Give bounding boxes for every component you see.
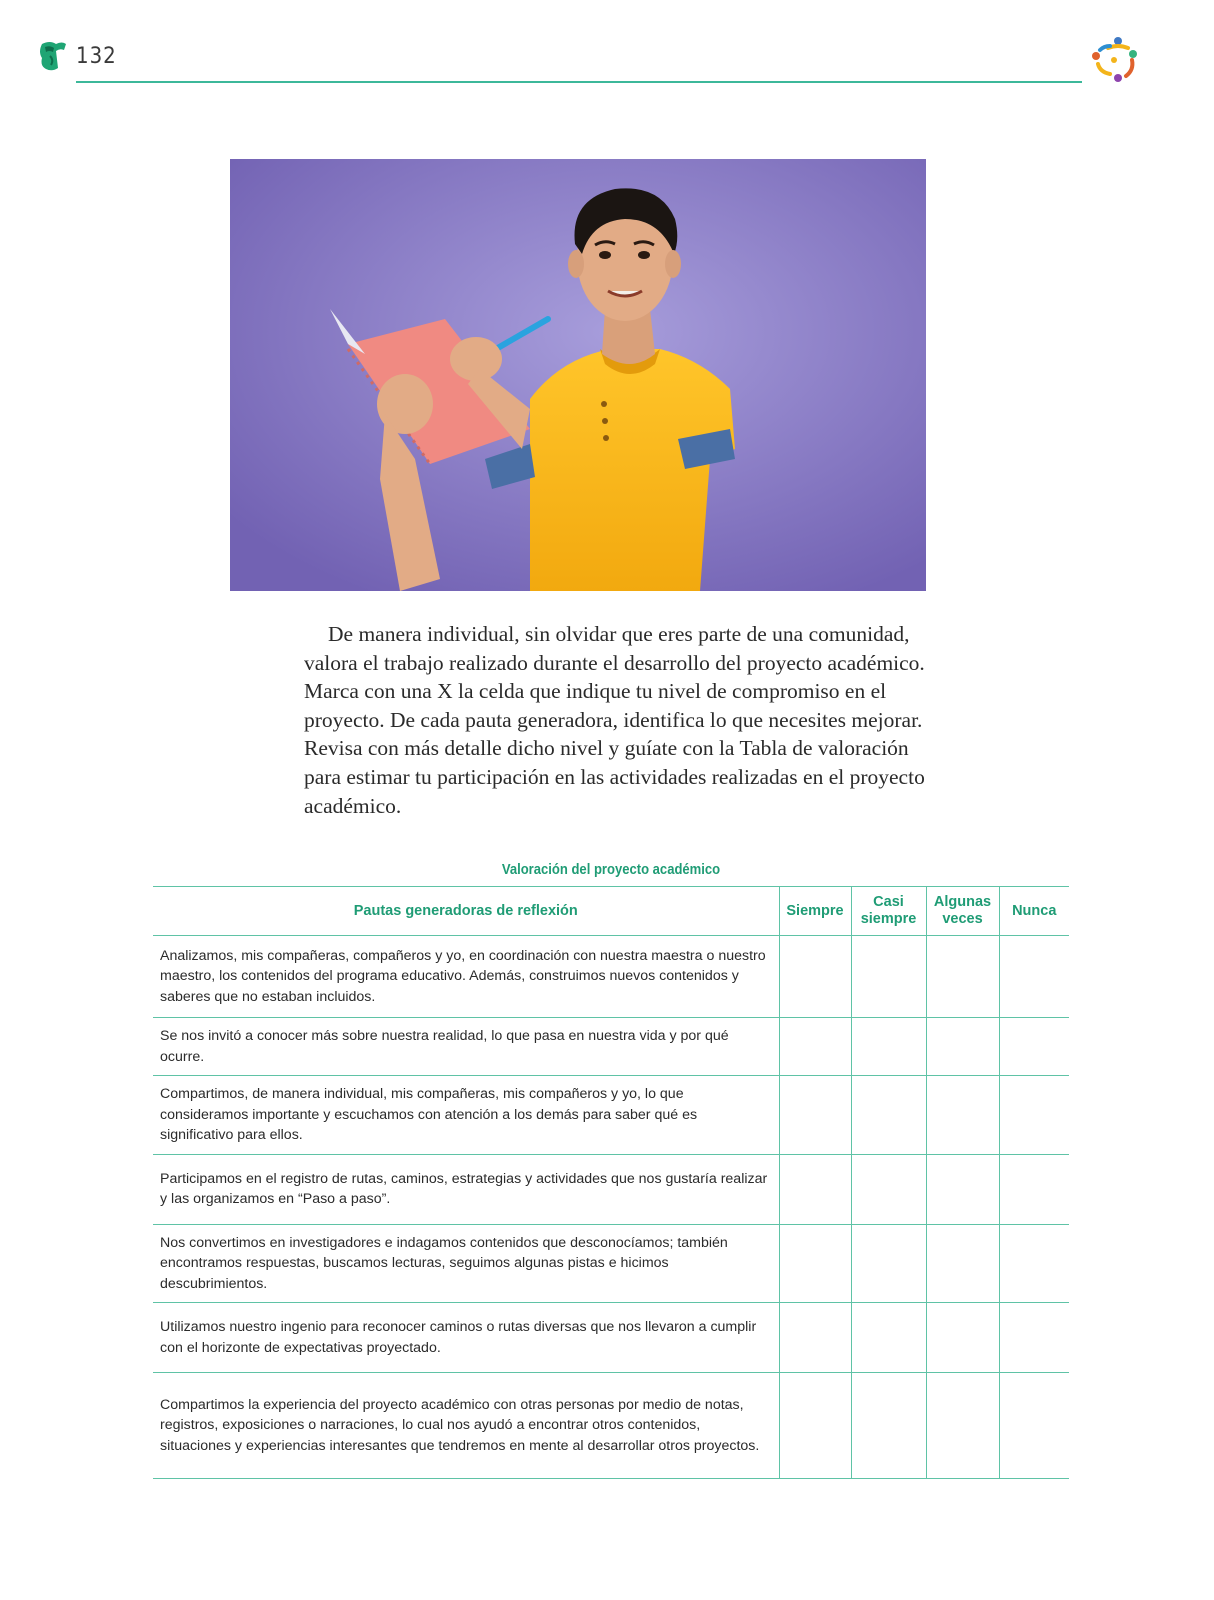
column-header-siempre: Siempre — [779, 887, 851, 936]
pauta-text: Participamos en el registro de rutas, caminos, estrategias y actividades que nos gustaría realizar y las organizamos en “Paso a paso”. — [153, 1154, 779, 1224]
student-photo — [230, 159, 926, 591]
pauta-text: Nos convertimos en investigadores e indagamos contenidos que desconocíamos; también encontramos respuestas, buscamos lecturas, seguimos algunas pistas e hicimos descubrimientos. — [153, 1224, 779, 1303]
mark-cell-algunas-veces[interactable] — [926, 1154, 999, 1224]
mark-cell-nunca[interactable] — [999, 1303, 1069, 1373]
table-row — [153, 1018, 1069, 1076]
mark-cell-algunas-veces[interactable] — [926, 1076, 999, 1155]
mark-cell-casi-siempre[interactable] — [851, 1303, 926, 1373]
mark-cell-casi-siempre[interactable] — [851, 1154, 926, 1224]
mark-cell-casi-siempre[interactable] — [851, 1224, 926, 1303]
page-number: 132 — [76, 44, 117, 69]
people-circle-logo-icon — [1088, 34, 1140, 84]
mark-cell-nunca[interactable] — [999, 1154, 1069, 1224]
mark-cell-nunca[interactable] — [999, 936, 1069, 1018]
mark-cell-siempre[interactable] — [779, 1373, 851, 1479]
column-header-algunas-veces — [926, 887, 999, 936]
algunas-veces-line-2: veces — [942, 911, 983, 927]
mark-cell-siempre[interactable] — [779, 936, 851, 1018]
header-rule — [76, 81, 1082, 83]
mark-cell-nunca[interactable] — [999, 1076, 1069, 1155]
pauta-text: Utilizamos nuestro ingenio para reconocer caminos o rutas diversas que nos llevaron a cumplir con el horizonte de expectativas proyectado. — [153, 1303, 779, 1373]
mark-cell-siempre[interactable] — [779, 1018, 851, 1076]
evaluation-table — [153, 886, 1069, 1479]
column-header-nunca: Nunca — [999, 887, 1069, 936]
table-row — [153, 1303, 1069, 1373]
mark-cell-casi-siempre[interactable] — [851, 936, 926, 1018]
mark-cell-algunas-veces[interactable] — [926, 1018, 999, 1076]
casi-siempre-line-2: siempre — [860, 911, 917, 927]
table-row — [153, 1224, 1069, 1303]
pauta-text: Compartimos la experiencia del proyecto académico con otras personas por medio de notas, registros, exposiciones o narraciones, lo cual nos ayudó a encontrar otros contenidos, situaciones y experiencias interesantes que tendremos en mente al desarrollar otros proyectos. — [153, 1373, 779, 1479]
mark-cell-algunas-veces[interactable] — [926, 936, 999, 1018]
mark-cell-casi-siempre[interactable] — [851, 1076, 926, 1155]
mark-cell-siempre[interactable] — [779, 1303, 851, 1373]
mark-cell-siempre[interactable] — [779, 1076, 851, 1155]
column-header-casi-siempre — [851, 887, 926, 936]
casi-siempre-line-1: Casi — [873, 894, 904, 910]
algunas-veces-line-1: Algunas — [933, 894, 992, 910]
mark-cell-casi-siempre[interactable] — [851, 1018, 926, 1076]
mark-cell-siempre[interactable] — [779, 1224, 851, 1303]
table-row — [153, 1373, 1069, 1479]
pauta-text: Compartimos, de manera individual, mis compañeras, mis compañeros y yo, lo que consideramos importante y escuchamos con atención a los demás para saber qué es significativo para ellos. — [153, 1076, 779, 1155]
mark-cell-nunca[interactable] — [999, 1373, 1069, 1479]
instructions-paragraph: De manera individual, sin olvidar que eres parte de una comunidad, valora el trabajo realizado durante el desarrollo del proyecto académico. Marca con una X la celda que indique tu nivel de compromiso en el proyecto. De cada pauta generadora, identifica lo que necesites mejorar. Revisa con más detalle dicho nivel y guíate con la Tabla de valoración para estimar tu participación en las actividades realizadas en el proyecto académico. — [304, 622, 925, 818]
table-title: Valoración del proyecto académico — [501, 862, 721, 878]
table-row — [153, 936, 1069, 1018]
mark-cell-casi-siempre[interactable] — [851, 1373, 926, 1479]
table-header-row — [153, 887, 1069, 936]
mark-cell-nunca[interactable] — [999, 1018, 1069, 1076]
mark-cell-siempre[interactable] — [779, 1154, 851, 1224]
table-row — [153, 1154, 1069, 1224]
pauta-text: Se nos invitó a conocer más sobre nuestra realidad, lo que pasa en nuestra vida y por qué ocurre. — [153, 1018, 779, 1076]
table-row — [153, 1076, 1069, 1155]
mark-cell-algunas-veces[interactable] — [926, 1303, 999, 1373]
pauta-text: Analizamos, mis compañeras, compañeros y yo, en coordinación con nuestra maestra o nuestro maestro, los contenidos del programa educativo. Además, construimos nuevos contenidos y saberes que no estaban incluidos. — [153, 936, 779, 1018]
book-leaf-icon — [36, 38, 68, 74]
mark-cell-algunas-veces[interactable] — [926, 1224, 999, 1303]
mark-cell-algunas-veces[interactable] — [926, 1373, 999, 1479]
mark-cell-nunca[interactable] — [999, 1224, 1069, 1303]
column-header-pautas: Pautas generadoras de reflexión — [153, 887, 779, 936]
